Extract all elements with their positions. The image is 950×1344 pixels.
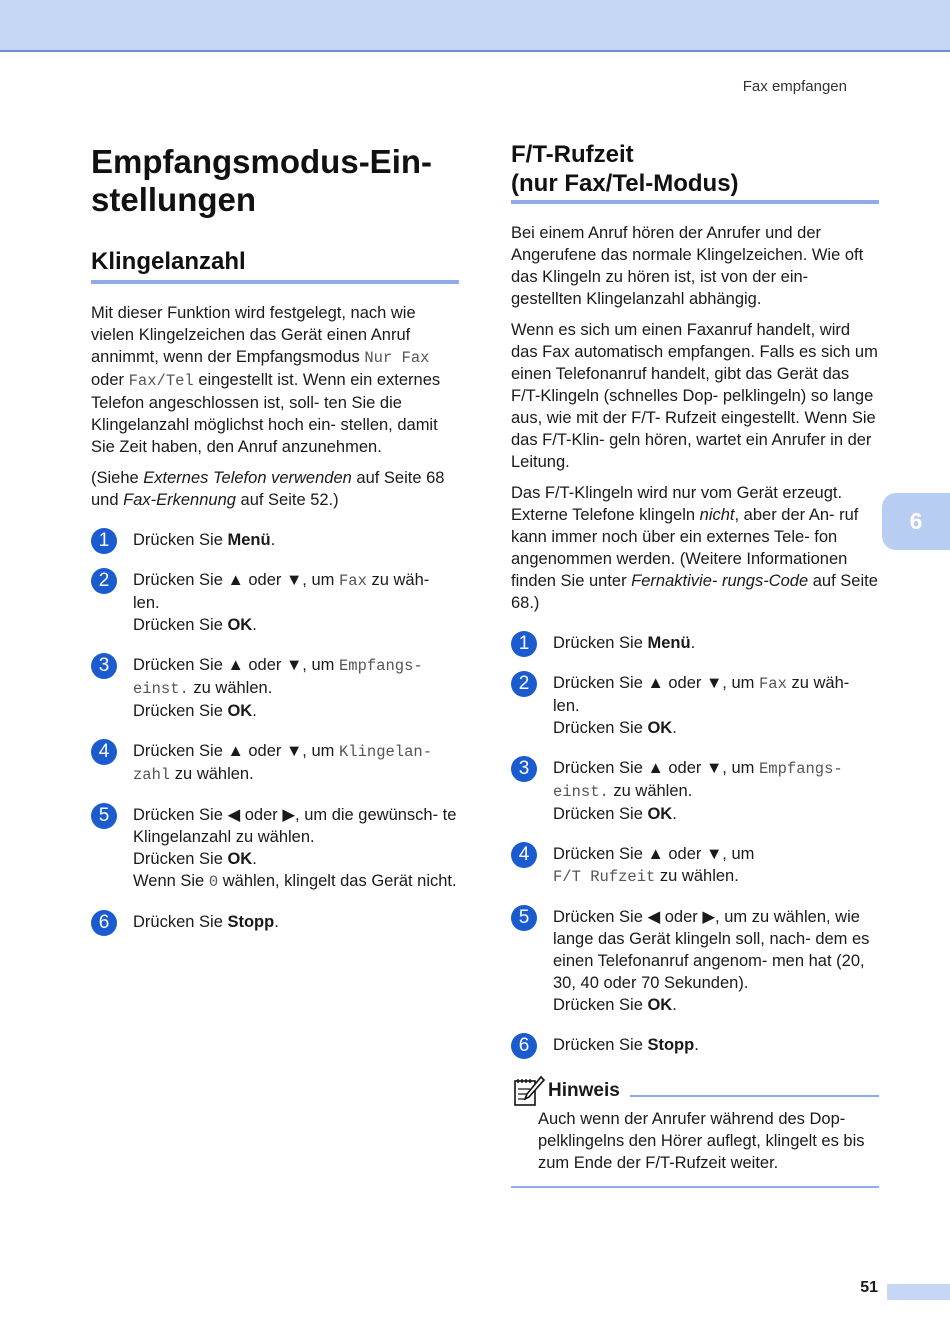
reference-fax-erkennung: Fax-Erkennung <box>123 491 236 509</box>
note-box <box>511 1074 879 1188</box>
step-number-badge: 1 <box>91 528 117 554</box>
menu-code: 0 <box>208 873 219 891</box>
reference-fernaktivierungs-code: Fernaktivie- rungs-Code <box>631 572 809 590</box>
menu-code: Klingelan- zahl <box>133 743 432 784</box>
menu-code: Empfangs- einst. <box>133 657 423 698</box>
step-item: 3 Drücken Sie ▲ oder ▼, um Empfangs- einst. zu wählen. Drücken Sie OK. <box>91 654 459 722</box>
mode-fax-tel: Fax/Tel <box>128 372 194 390</box>
note-divider <box>630 1095 879 1097</box>
section-title-klingelanzahl: Klingelanzahl <box>91 247 459 284</box>
footer-bar <box>887 1284 950 1300</box>
intro-paragraph: Mit dieser Funktion wird festgelegt, nach wie vielen Klingelzeichen das Gerät einen Anruf annimmt, wenn der Empfangsmodus Nur Fax oder Fax/Tel eingestellt ist. Wenn ein externes Telefon angeschlossen ist, soll- ten Sie die Klingelanzahl möglichst hoch ein- stellen, damit Sie Zeit haben, den Anruf anzunehmen. <box>91 304 441 456</box>
step-item: 6 Drücken Sie Stopp. <box>91 911 459 933</box>
menu-code: Fax <box>758 675 787 693</box>
top-header-bar <box>0 0 950 52</box>
step-item: 2 Drücken Sie ▲ oder ▼, um Fax zu wäh- len. Drücken Sie OK. <box>511 672 879 739</box>
emphasis-nicht: nicht <box>699 506 735 524</box>
page-number: 51 <box>860 1279 878 1296</box>
step-item: 6 Drücken Sie Stopp. <box>511 1034 879 1056</box>
step-item: 5 Drücken Sie ◀ oder ▶, um zu wählen, wie lange das Gerät klingeln soll, nach- dem es einen Telefonanruf angenom- men hat (20, 30, 40 oder 70 Sekunden). Drücken Sie OK. <box>511 906 879 1016</box>
body-paragraph: Wenn es sich um einen Faxanruf handelt, wird das Fax automatisch empfangen. Falls es sich um einen Telefonanruf handelt, gibt das Gerät das F/T-Klingeln (schnelles Dop- pelklingeln) so lange aus, wie mit der F/T- Rufzeit eingestellt. Wenn Sie das F/T-Klin- geln hören, wartet ein Anrufer in der Leitung. <box>511 321 878 471</box>
step-item: 1 Drücken Sie Menü. <box>511 632 879 654</box>
body-paragraph: Das F/T-Klingeln wird nur vom Gerät erzeugt. Externe Telefone klingeln nicht, aber der An- ruf kann immer noch über ein externes Tele- fon angenommen werden. (Weitere Informationen finden Sie unter Fernaktivie- rungs-Code auf Seite 68.) <box>511 484 878 612</box>
menu-code: F/T Rufzeit <box>553 868 656 886</box>
step-number-badge: 2 <box>511 671 537 697</box>
mode-nur-fax: Nur Fax <box>364 349 430 367</box>
right-column <box>511 140 879 1188</box>
step-number-badge: 1 <box>511 631 537 657</box>
left-steps-list <box>91 529 459 933</box>
step-number-badge: 4 <box>91 739 117 765</box>
chapter-tab: 6 <box>882 493 950 550</box>
step-item: 4 Drücken Sie ▲ oder ▼, um Klingelan- zahl zu wählen. <box>91 740 459 786</box>
step-number-badge: 3 <box>511 756 537 782</box>
notepad-pencil-icon <box>511 1075 545 1107</box>
note-text: Auch wenn der Anrufer während des Dop- pelklingelns den Hörer auflegt, klingelt es bis zum Ende der F/T-Rufzeit weiter. <box>538 1110 865 1172</box>
step-number-badge: 2 <box>91 568 117 594</box>
step-number-badge: 4 <box>511 842 537 868</box>
step-number-badge: 3 <box>91 653 117 679</box>
left-column <box>91 140 459 951</box>
step-number-badge: 6 <box>91 910 117 936</box>
menu-code: Fax <box>338 572 367 590</box>
page-title <box>91 143 459 219</box>
step-item: 1 Drücken Sie Menü. <box>91 529 459 551</box>
step-item: 5 Drücken Sie ◀ oder ▶, um die gewünsch- te Klingelanzahl zu wählen. Drücken Sie OK. Wenn Sie 0 wählen, klingelt das Gerät nicht. <box>91 804 459 893</box>
section-title-ft-rufzeit: F/T-Rufzeit (nur Fax/Tel-Modus) <box>511 140 879 204</box>
step-item: 3 Drücken Sie ▲ oder ▼, um Empfangs- einst. zu wählen. Drücken Sie OK. <box>511 757 879 825</box>
note-title: Hinweis <box>548 1080 620 1101</box>
right-steps-list <box>511 632 879 1056</box>
running-head: Fax empfangen <box>742 78 847 95</box>
page-title-line1: Empfangsmodus-Ein- <box>91 143 433 180</box>
step-number-badge: 6 <box>511 1033 537 1059</box>
step-item: 2 Drücken Sie ▲ oder ▼, um Fax zu wäh- len. Drücken Sie OK. <box>91 569 459 636</box>
step-item: 4 Drücken Sie ▲ oder ▼, um F/T Rufzeit zu wählen. <box>511 843 879 888</box>
step-number-badge: 5 <box>91 803 117 829</box>
page-title-line2: stellungen <box>91 181 257 218</box>
note-text-box <box>511 1108 879 1188</box>
reference-externes-telefon: Externes Telefon verwenden <box>143 469 352 487</box>
step-number-badge: 5 <box>511 905 537 931</box>
menu-code: Empfangs- einst. <box>553 760 843 801</box>
body-paragraph: Bei einem Anruf hören der Anrufer und der Angerufene das normale Klingelzeichen. Wie oft das Klingeln zu hören ist, ist von der ein- gestellten Klingelanzahl abhängig. <box>511 224 864 308</box>
reference-paragraph: (Siehe Externes Telefon verwenden auf Seite 68 und Fax-Erkennung auf Seite 52.) <box>91 469 445 509</box>
